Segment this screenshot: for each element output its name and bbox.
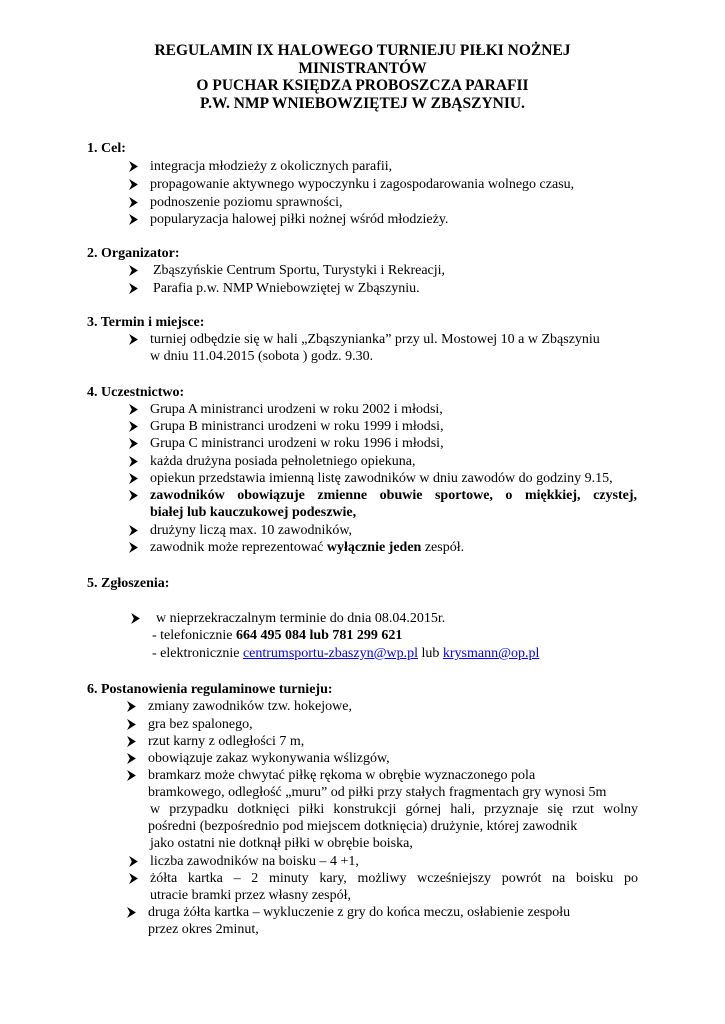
arrow-bullet-icon <box>128 470 142 487</box>
list-item-text: zawodnik może reprezentować <box>150 540 327 555</box>
list-item <box>150 401 443 419</box>
list-item-continuation: utracie bramki przez własny zespół, <box>150 888 351 903</box>
email-line <box>152 645 539 662</box>
list-item-continuation: w dniu 11.04.2015 (sobota ) godz. 9.30. <box>150 349 374 364</box>
list-item <box>153 280 420 298</box>
list-item-continuation: przez okres 2minut, <box>148 922 259 937</box>
arrow-bullet-icon <box>128 158 142 175</box>
list-item <box>148 733 304 751</box>
title-line: MINISTRANTÓW <box>298 59 427 77</box>
list-item-continuation: jako ostatni nie dotknął piłki w obrębie boiska, <box>150 836 413 851</box>
title-line: P.W. NMP WNIEBOWZIĘTEJ W ZBĄSZYNIU. <box>200 94 525 112</box>
list-item-text: liczba zawodników na boisku – 4 +1, <box>150 854 359 869</box>
title-line: O PUCHAR KSIĘDZA PROBOSZCZA PARAFII <box>196 77 529 94</box>
arrow-bullet-icon <box>128 262 142 279</box>
list-item <box>148 698 352 716</box>
list-item-continuation: w przypadku dotknięci piłki konstrukcji górnej hali, przyznaje się rzut wolny <box>150 802 638 817</box>
list-item <box>150 435 444 453</box>
list-item <box>150 331 600 349</box>
list-item-text: Grupa A ministranci urodzeni w roku 2002 i młodsi, <box>150 402 443 417</box>
list-item-text: drużyny liczą max. 10 zawodników, <box>150 523 353 538</box>
list-item-text: zespół. <box>421 540 465 555</box>
section-heading-cel: 1. Cel: <box>87 141 126 156</box>
list-item-text: Grupa B ministranci urodzeni w roku 1999 i młodsi, <box>150 419 444 434</box>
list-item <box>150 211 448 229</box>
list-item-text: każda drużyna posiada pełnoletniego opiekuna, <box>150 454 416 469</box>
title-line: REGULAMIN IX HALOWEGO TURNIEJU PIŁKI NOŻNEJ <box>154 42 571 59</box>
list-item <box>150 158 392 176</box>
list-item-text: Grupa C ministranci urodzeni w roku 1996 i młodsi, <box>150 436 444 451</box>
list-item-text: zawodników obowiązuje zmienne obuwie sportowe, o miękkiej, czystej, <box>150 488 637 503</box>
phone-line <box>152 627 402 644</box>
list-item-text: żółta kartka – 2 minuty kary, możliwy wcześniejszy powrót na boisku po <box>150 871 638 886</box>
list-item-bold <box>150 487 637 505</box>
list-item-continuation: bramkowego, odległość „muru” od piłki przy stałych fragmentach gry wynosi 5m <box>148 785 607 800</box>
arrow-bullet-icon <box>128 401 142 418</box>
list-item-text: w nieprzekraczalnym terminie do dnia 08.04.2015r. <box>156 611 446 626</box>
section-heading-organizator: 2. Organizator: <box>87 246 180 261</box>
list-item-text: propagowanie aktywnego wypoczynku i zagospodarowania wolnego czasu, <box>150 177 575 192</box>
phone-numbers: 664 495 084 lub 781 299 621 <box>235 628 403 643</box>
arrow-bullet-icon <box>128 539 142 556</box>
list-item <box>150 194 342 212</box>
emphasis-text: wyłącznie jeden <box>326 540 422 555</box>
list-item <box>150 453 416 471</box>
arrow-bullet-icon <box>128 522 142 539</box>
arrow-bullet-icon <box>126 904 140 921</box>
list-item-text: druga żółta kartka – wykluczenie z gry do końca meczu, osłabienie zespołu <box>148 905 571 920</box>
document-title <box>60 42 665 112</box>
list-item <box>156 610 445 628</box>
list-item <box>148 716 253 734</box>
arrow-bullet-icon <box>128 487 142 504</box>
list-item <box>148 767 535 785</box>
email-link-centrumsportu[interactable]: centrumsportu-zbaszyn@wp.pl <box>242 646 418 661</box>
list-item <box>148 904 570 922</box>
list-item-text: turniej odbędzie się w hali „Zbąszynianka” przy ul. Mostowej 10 a w Zbąszyniu <box>150 332 600 347</box>
arrow-bullet-icon <box>128 280 142 297</box>
list-item-text: opiekun przedstawia imienną listę zawodników w dniu zawodów do godziny 9.15, <box>150 471 613 486</box>
section-heading-uczestnictwo: 4. Uczestnictwo: <box>87 385 185 400</box>
email-link-krysmann[interactable]: krysmann@op.pl <box>442 646 540 661</box>
arrow-bullet-icon <box>128 211 142 228</box>
arrow-bullet-icon <box>126 733 140 750</box>
list-item <box>150 853 359 871</box>
list-item-continuation: białej lub kauczukowej podeszwie, <box>150 505 357 520</box>
list-item <box>148 750 390 768</box>
arrow-bullet-icon <box>128 870 142 887</box>
list-item <box>150 539 464 557</box>
list-item <box>150 176 574 194</box>
list-item-text: popularyzacja halowej piłki nożnej wśród młodzieży. <box>150 212 449 227</box>
list-item <box>150 470 613 488</box>
arrow-bullet-icon <box>128 453 142 470</box>
arrow-bullet-icon <box>128 176 142 193</box>
list-item-text: Zbąszyńskie Centrum Sportu, Turystyki i Rekreacji, <box>153 263 446 278</box>
list-item <box>150 522 352 540</box>
list-item-text: rzut karny z odległości 7 m, <box>148 734 305 749</box>
email-label: - elektronicznie <box>152 646 243 661</box>
email-separator: lub <box>417 646 443 661</box>
list-item-text: podnoszenie poziomu sprawności, <box>150 195 343 210</box>
section-heading-termin: 3. Termin i miejsce: <box>87 315 205 330</box>
list-item <box>150 870 638 888</box>
arrow-bullet-icon <box>128 418 142 435</box>
list-item-text: Parafia p.w. NMP Wniebowziętej w Zbąszyniu. <box>153 281 420 296</box>
list-item-text: bramkarz może chwytać piłkę rękoma w obrębie wyznaczonego pola <box>148 768 536 783</box>
list-item-text: gra bez spalonego, <box>148 717 253 732</box>
section-heading-zgloszenia: 5. Zgłoszenia: <box>87 576 170 591</box>
arrow-bullet-icon <box>126 716 140 733</box>
arrow-bullet-icon <box>128 194 142 211</box>
arrow-bullet-icon <box>128 435 142 452</box>
list-item-text: integracja młodzieży z okolicznych parafii, <box>150 159 393 174</box>
arrow-bullet-icon <box>126 767 140 784</box>
arrow-bullet-icon <box>126 750 140 767</box>
arrow-bullet-icon <box>130 610 144 627</box>
list-item-continuation: pośredni (bezpośrednio pod miejscem dotknięcia) drużynie, której zawodnik <box>148 819 578 834</box>
list-item <box>150 418 444 436</box>
list-item-text: obowiązuje zakaz wykonywania wślizgów, <box>148 751 390 766</box>
list-item-text: zmiany zawodników tzw. hokejowe, <box>148 699 352 714</box>
arrow-bullet-icon <box>128 853 142 870</box>
section-heading-postanowienia: 6. Postanowienia regulaminowe turnieju: <box>87 682 333 697</box>
arrow-bullet-icon <box>128 331 142 348</box>
list-item <box>153 262 445 280</box>
arrow-bullet-icon <box>126 698 140 715</box>
phone-label: - telefonicznie <box>152 628 236 643</box>
